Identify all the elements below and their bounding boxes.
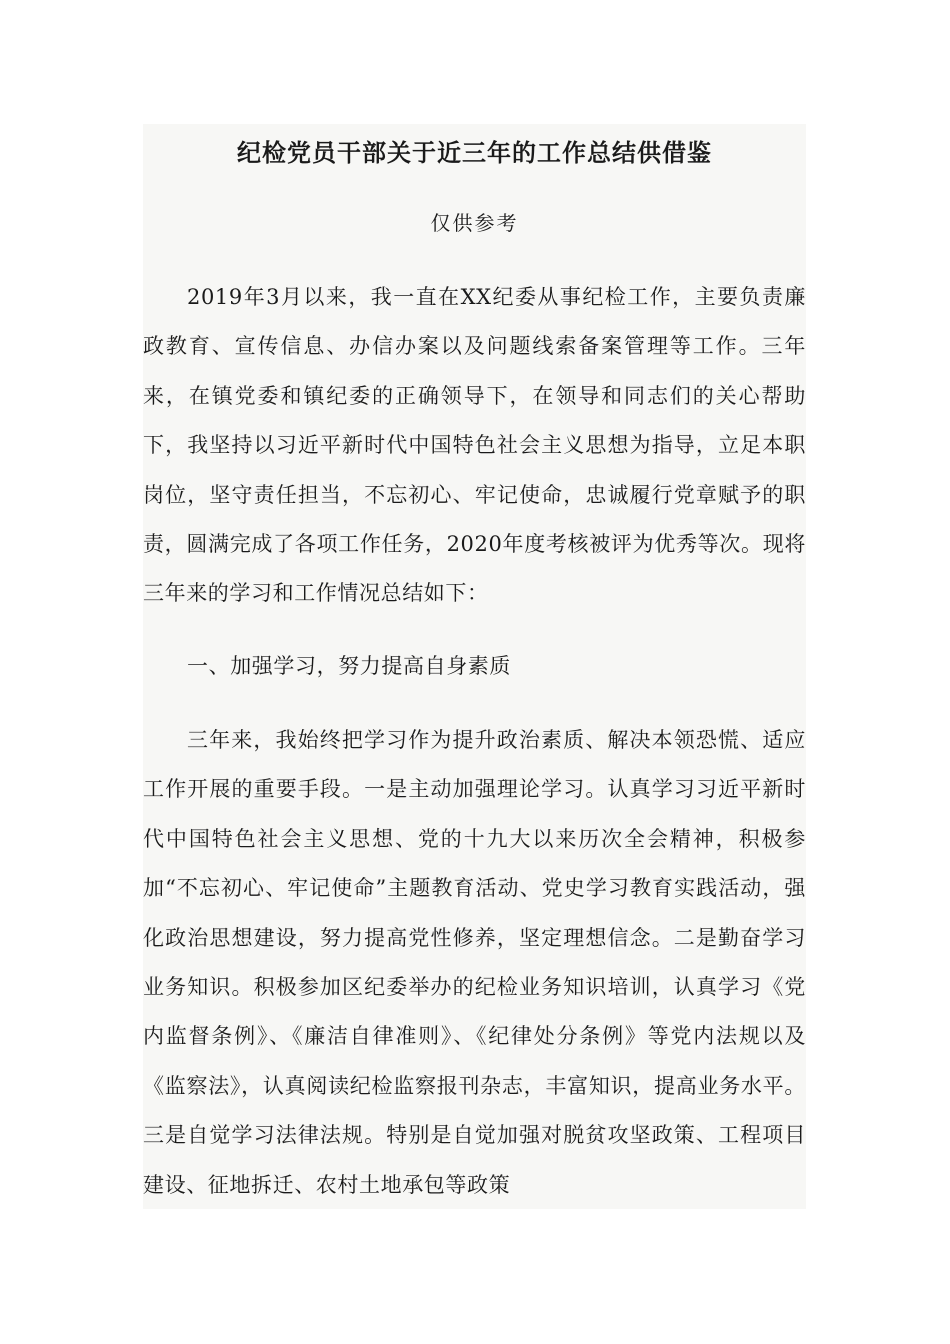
section-heading: 一、加强学习，努力提高自身素质 [187, 654, 511, 678]
paragraph-intro: 2019年3月以来，我一直在XX纪委从事纪检工作，主要负责廉政教育、宣传信息、办信办案以及问题线索备案管理等工作。三年来，在镇党委和镇纪委的正确领导下，在领导和同志们的关心帮助下，我坚持以习近平新时代中国特色社会主义思想为指导，立足本职岗位，坚守责任担当，不忘初心、牢记使命，忠诚履行党章赋予的职责，圆满完成了各项工作任务，2020年度考核被评为优秀等次。现将三年来的学习和工作情况总结如下： [143, 285, 806, 606]
paragraph-study: 三年来，我始终把学习作为提升政治素质、解决本领恐慌、适应工作开展的重要手段。一是主动加强理论学习。认真学习习近平新时代中国特色社会主义思想、党的十九大以来历次全会精神，积极参加“不忘初心、牢记使命”主题教育活动、党史学习教育实践活动，强化政治思想建设，努力提高党性修养，坚定理想信念。二是勤奋学习业务知识。积极参加区纪委举办的纪检业务知识培训，认真学习《党内监督条例》、《廉洁自律准则》、《纪律处分条例》等党内法规以及《监察法》，认真阅读纪检监察报刊杂志，丰富知识，提高业务水平。三是自觉学习法律法规。特别是自觉加强对脱贫攻坚政策、工程项目建设、征地拆迁、农村土地承包等政策 [143, 728, 806, 1197]
document-subtitle: 仅供参考 [430, 211, 519, 235]
document-title: 纪检党员干部关于近三年的工作总结供借鉴 [237, 139, 712, 167]
